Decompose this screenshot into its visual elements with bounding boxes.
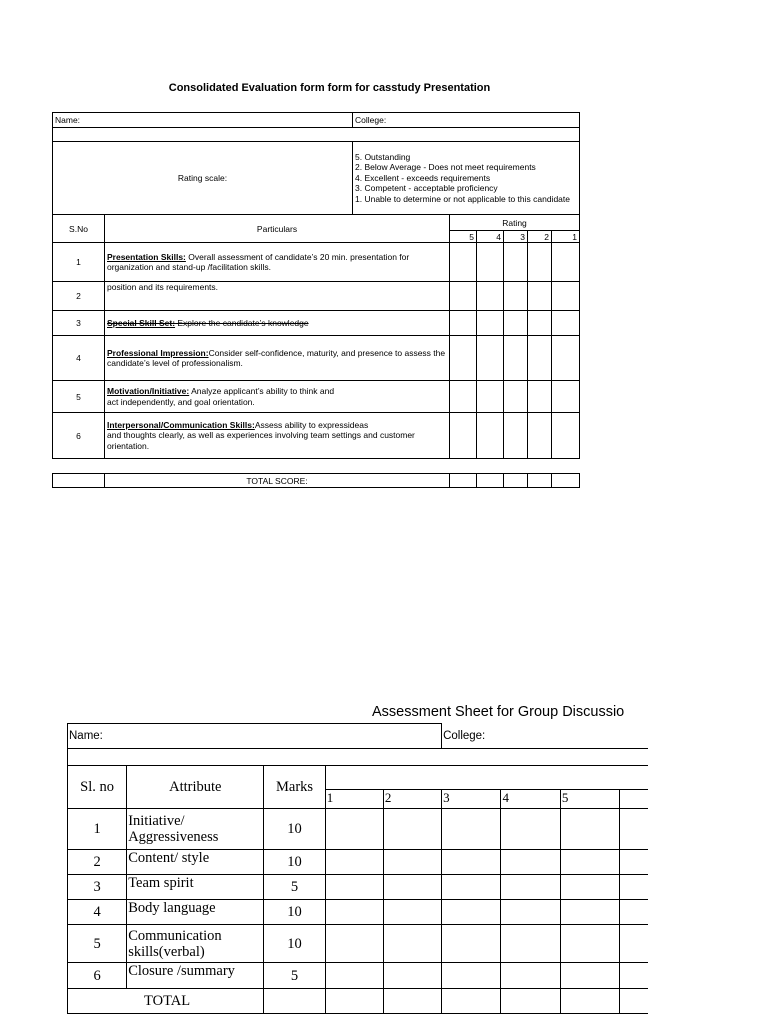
item-particulars	[105, 243, 450, 282]
item-label: Special Skill Set:	[107, 317, 176, 328]
item-sno: 5	[53, 381, 105, 413]
item-label: Presentation Skills:	[107, 251, 186, 262]
header-row	[68, 766, 649, 790]
row-marks: 5	[264, 875, 325, 900]
table-row	[68, 875, 649, 900]
item-sno: 2	[53, 282, 105, 311]
item-text: Explore the candidate’s knowledge	[175, 317, 309, 328]
row-slno: 6	[68, 963, 127, 989]
total-score-row	[53, 474, 580, 488]
row-attribute: Initiative/ Aggressiveness	[127, 809, 264, 850]
row-slno: 2	[68, 850, 127, 875]
item-particulars	[105, 311, 450, 336]
row-slno: 4	[68, 900, 127, 925]
item-sno: 1	[53, 243, 105, 282]
sno-header: S.No	[53, 215, 105, 243]
name-label: Name:	[68, 724, 442, 749]
table-row	[68, 963, 649, 989]
table-row	[53, 381, 580, 413]
row-slno: 3	[68, 875, 127, 900]
table-row	[53, 311, 580, 336]
rating-header: Rating	[450, 215, 580, 231]
row-attribute: Closure /summary	[127, 963, 264, 989]
candidate-number: 2	[383, 790, 441, 809]
table-row	[68, 850, 649, 875]
rating-value: 5	[450, 231, 477, 243]
rating-value: 1	[552, 231, 580, 243]
rating-scale-line: 5. Outstanding	[355, 151, 411, 162]
item-label: Interpersonal/Communication Skills:	[107, 419, 255, 430]
row-marks: 10	[264, 850, 325, 875]
row-attribute: Communication skills(verbal)	[127, 925, 264, 963]
item-particulars	[105, 282, 450, 311]
name-college-row	[53, 113, 580, 128]
rating-scale-row	[53, 142, 580, 215]
item-text: Overall assessment of candidate’s 20 min. presentation for organization and stand-up /facilitation skills.	[107, 251, 410, 272]
total-score-label: TOTAL SCORE:	[105, 474, 450, 488]
rating-value: 2	[528, 231, 552, 243]
rating-value: 4	[477, 231, 504, 243]
college-label: College:	[442, 724, 648, 749]
rating-scale-list	[353, 142, 580, 215]
rating-scale-label: Rating scale:	[53, 142, 353, 215]
rating-scale-line: 3. Competent - acceptable proficiency	[355, 183, 498, 194]
slno-header: Sl. no	[68, 766, 127, 809]
item-sno: 3	[53, 311, 105, 336]
row-attribute: Body language	[127, 900, 264, 925]
item-text: Assess ability to expressideas	[254, 419, 369, 430]
item-text: Consider self-confidence, maturity, and presence to assess the candidate’s level of professionalism.	[107, 347, 446, 368]
row-attribute: Content/ style	[127, 850, 264, 875]
form1-title: Consolidated Evaluation form form for casstudy Presentation	[168, 82, 491, 94]
marks-header: Marks	[264, 766, 325, 809]
item-particulars	[105, 381, 450, 413]
rating-scale-line: 2. Below Average - Does not meet requirements	[355, 162, 536, 173]
name-label: Name:	[53, 113, 353, 128]
row-marks: 5	[264, 963, 325, 989]
candidate-number: 5	[560, 790, 619, 809]
candidate-number: 3	[442, 790, 501, 809]
assessment-sheet	[67, 723, 648, 1023]
item-text: Analyze applicant’s ability to think and	[189, 386, 335, 396]
row-slno: 5	[68, 925, 127, 963]
row-marks: 10	[264, 925, 325, 963]
table-row	[68, 809, 649, 850]
name-college-row	[68, 724, 649, 749]
item-label: Professional Impression:	[107, 347, 209, 358]
candidate-number: 4	[501, 790, 560, 809]
row-attribute: Team spirit	[127, 875, 264, 900]
table-row	[68, 900, 649, 925]
assessment-sheet-table	[67, 723, 648, 1014]
row-marks: 10	[264, 900, 325, 925]
evaluation-form-table	[52, 112, 580, 459]
table-row	[53, 282, 580, 311]
spacer-row	[68, 749, 649, 766]
row-marks: 10	[264, 809, 325, 850]
total-label: TOTAL	[68, 989, 264, 1014]
table-row	[53, 413, 580, 459]
item-text: position and its requirements.	[107, 282, 219, 292]
attribute-header: Attribute	[127, 766, 264, 809]
spacer-row	[53, 128, 580, 142]
item-text-2: act independently, and goal orientation.	[107, 396, 255, 407]
table-row	[53, 336, 580, 381]
rating-scale-line: 4. Excellent - exceeds requirements	[355, 172, 491, 183]
particulars-header: Particulars	[105, 215, 450, 243]
table-row	[68, 925, 649, 963]
rating-value: 3	[504, 231, 528, 243]
item-text-2: and thoughts clearly, as well as experiences involving team settings and customer orientation.	[107, 430, 415, 451]
item-sno: 6	[53, 413, 105, 459]
form2-title: Assessment Sheet for Group Discussio	[372, 704, 625, 720]
item-sno: 4	[53, 336, 105, 381]
rating-scale-line: 1. Unable to determine or not applicable to this candidate	[355, 193, 570, 204]
candidate-number: 1	[325, 790, 383, 809]
item-particulars	[105, 336, 450, 381]
college-label: College:	[353, 113, 580, 128]
row-slno: 1	[68, 809, 127, 850]
total-row	[68, 989, 649, 1014]
table-row	[53, 243, 580, 282]
item-particulars	[105, 413, 450, 459]
total-score-table	[52, 473, 580, 488]
item-label: Motivation/Initiative:	[107, 386, 190, 396]
header-row	[53, 215, 580, 231]
